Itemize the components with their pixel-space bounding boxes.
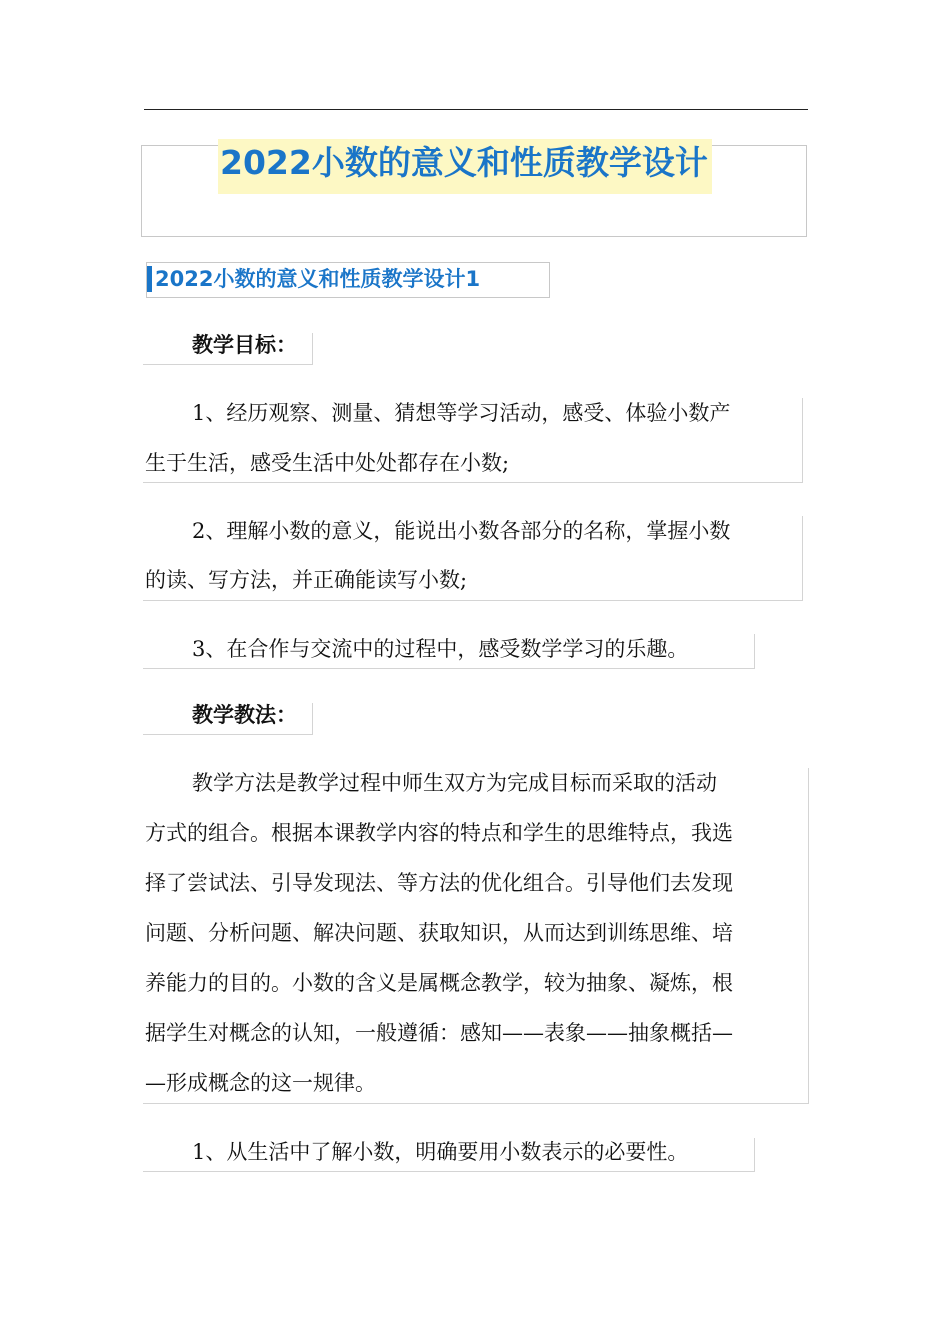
methods-line: 问题、分析问题、解决问题、获取知识，从而达到训练思维、培 [145,921,733,945]
methods-line: 教学方法是教学过程中师生双方为完成目标而采取的活动 [192,771,717,795]
methods-line: 择了尝试法、引导发现法、等方法的优化组合。引导他们去发现 [145,871,733,895]
methods-heading: 教学教法： [192,703,297,727]
methods-line: 养能力的目的。小数的含义是属概念教学，较为抽象、凝炼，根 [145,971,733,995]
goal3-line1: 3、在合作与交流中的过程中，感受数学学习的乐趣。 [192,637,689,661]
methods-line: —形成概念的这一规律。 [145,1071,376,1095]
section-heading: 2022小数的意义和性质教学设计1 [146,262,550,298]
header-rule [144,109,808,110]
document-title: 2022小数的意义和性质教学设计 [218,139,712,194]
goal2-line2: 的读、写方法，并正确能读写小数; [145,568,468,592]
step1-line1: 1、从生活中了解小数，明确要用小数表示的必要性。 [192,1140,689,1164]
goal2-line1: 2、理解小数的意义，能说出小数各部分的名称，掌握小数 [192,519,731,543]
methods-line: 方式的组合。根据本课教学内容的特点和学生的思维特点，我选 [145,821,733,845]
methods-line: 据学生对概念的认知，一般遵循：感知——表象——抽象概括— [145,1021,733,1045]
goal1-line2: 生于生活，感受生活中处处都存在小数; [145,451,510,475]
goals-heading: 教学目标： [192,333,297,357]
goal1-line1: 1、经历观察、测量、猜想等学习活动，感受、体验小数产 [192,401,731,425]
